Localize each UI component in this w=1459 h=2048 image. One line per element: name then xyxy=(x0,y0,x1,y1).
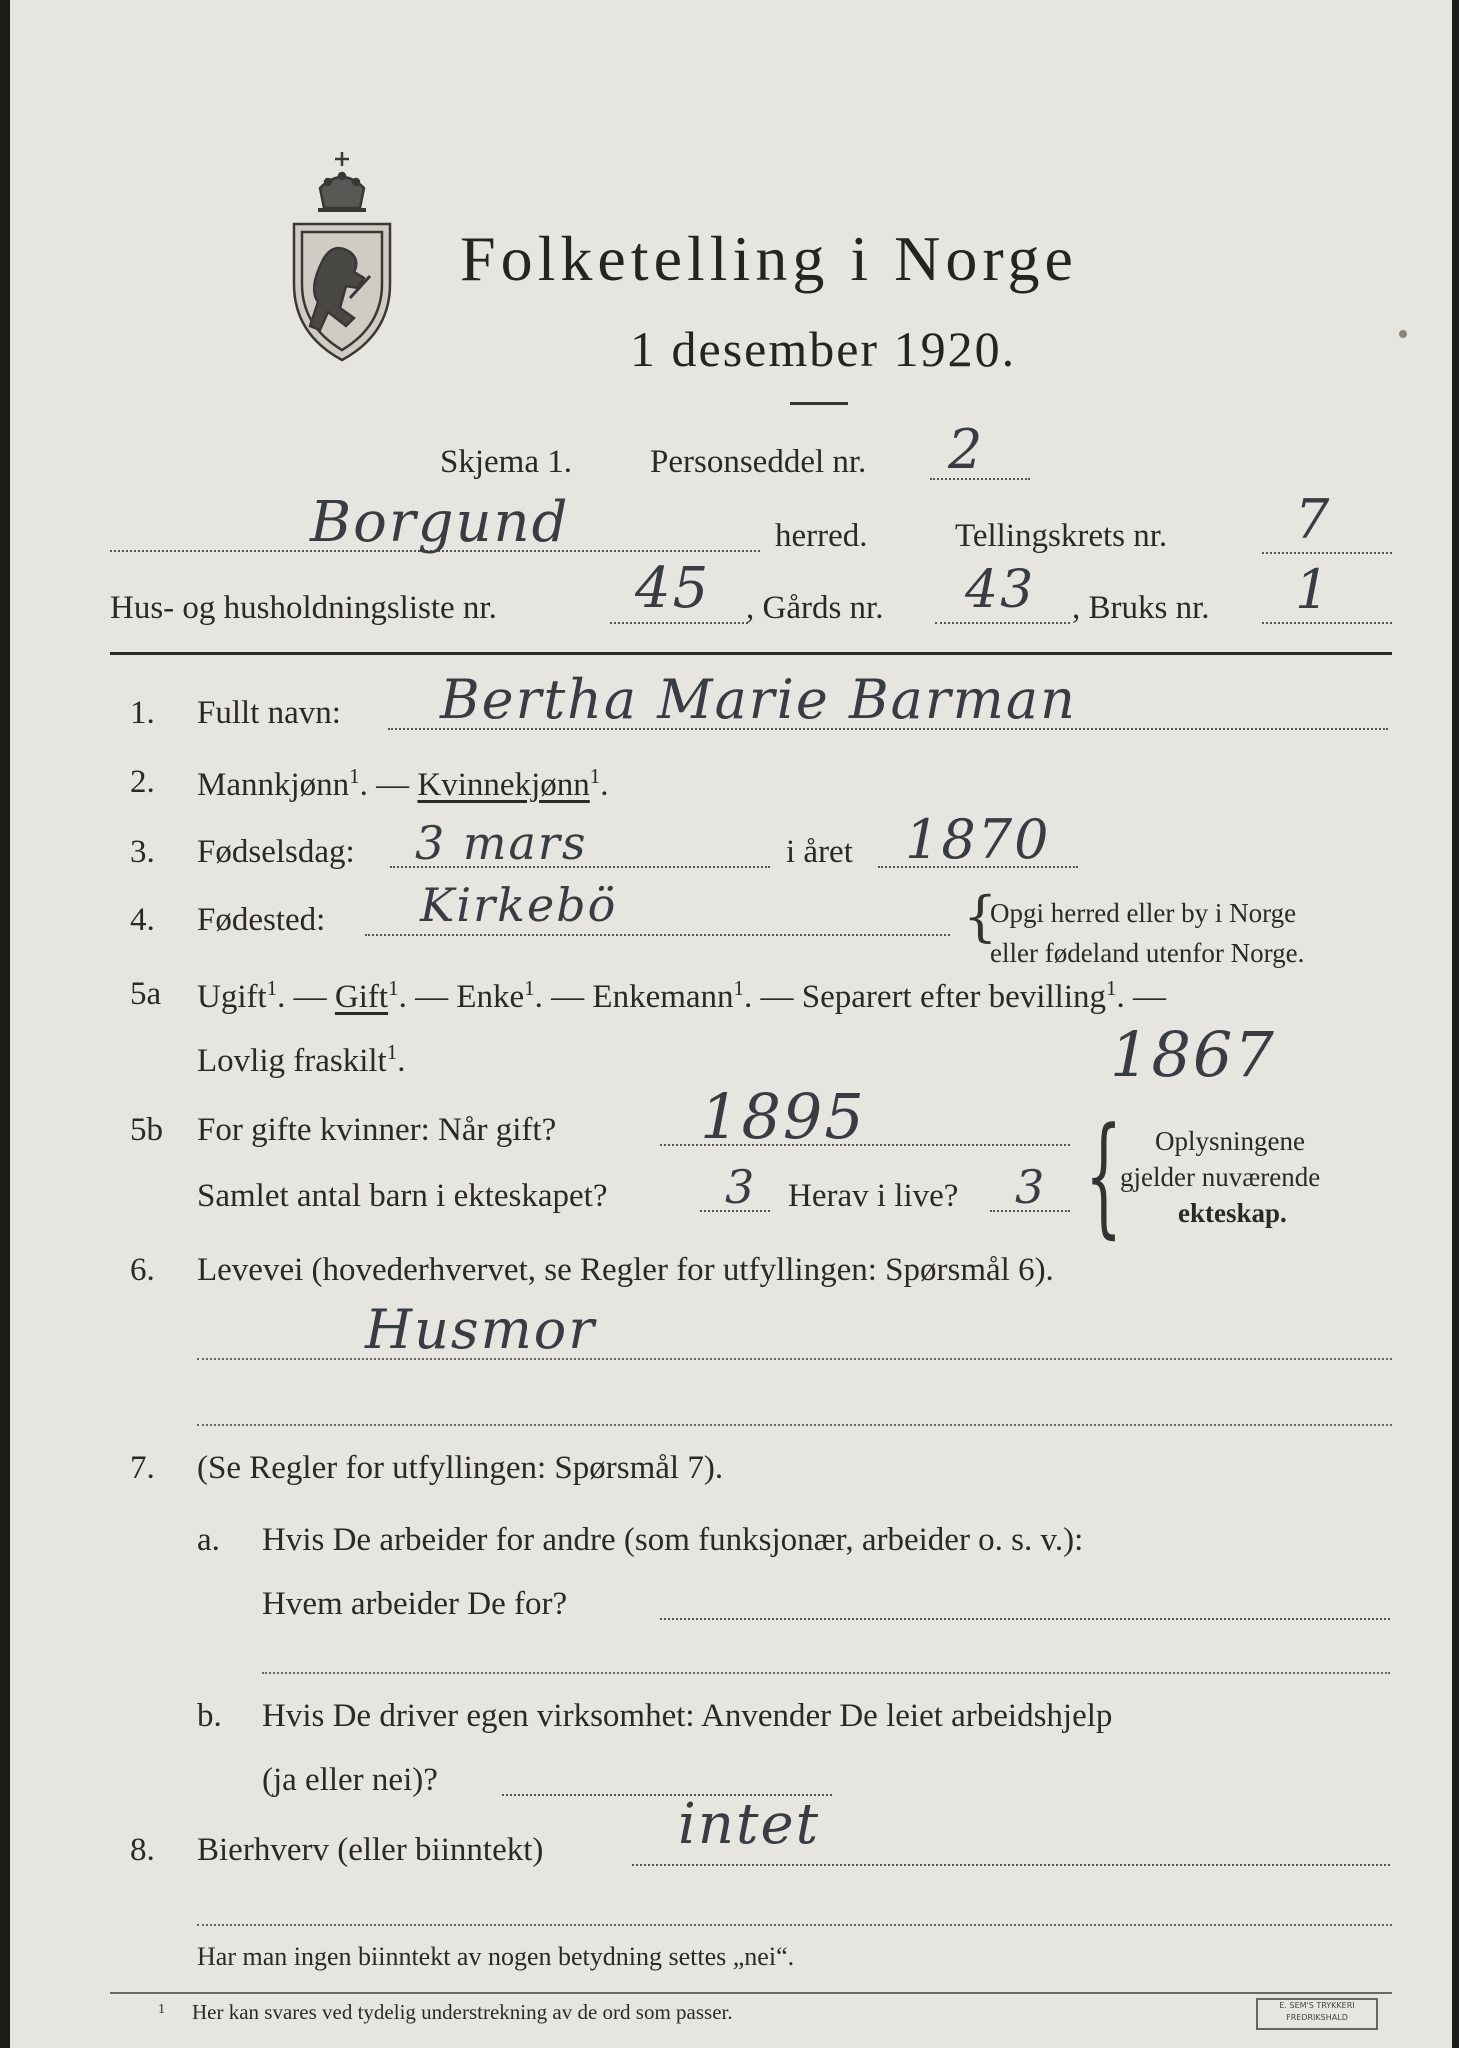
q5b-note-line3: ekteskap. xyxy=(1178,1198,1287,1228)
q7b-text: Hvis De driver egen virksomhet: Anvender De leiet arbeidshjelp xyxy=(262,1698,1113,1734)
q5a-number: 5a xyxy=(130,976,162,1012)
q5b-note-line1: Oplysningene xyxy=(1155,1126,1305,1156)
q8-label: Bierhverv (eller biinntekt) xyxy=(197,1832,544,1868)
q5a-gift: Gift xyxy=(334,979,389,1015)
q5b-alive-value: 3 xyxy=(1015,1160,1047,1214)
q3-birth-year: 1870 xyxy=(905,808,1051,871)
q4-number: 4. xyxy=(130,902,155,938)
q7b-number: b. xyxy=(197,1698,222,1734)
q3-birthday: 3 mars xyxy=(415,816,588,870)
q5b-marriage-year: 1895 xyxy=(700,1080,866,1153)
coat-of-arms-icon xyxy=(280,148,405,363)
q3-label: Fødselsdag: xyxy=(197,834,355,870)
bruks-value: 1 xyxy=(1295,558,1332,621)
q2-end: . xyxy=(600,767,609,803)
q5a-fraskilt: Lovlig fraskilt xyxy=(197,1043,387,1079)
q6-line-2 xyxy=(197,1424,1392,1426)
footnote-mark: 1 xyxy=(158,2002,165,2017)
q5b-children-label: Samlet antal barn i ekteskapet? xyxy=(197,1178,608,1214)
tellingskrets-line xyxy=(1262,552,1392,554)
q5b-number: 5b xyxy=(130,1112,163,1148)
q2-separator: . — xyxy=(359,767,410,803)
q4-line xyxy=(365,934,950,936)
schema-label: Skjema 1. xyxy=(440,444,572,480)
q7a-question: Hvem arbeider De for? xyxy=(262,1586,568,1622)
q7-number: 7. xyxy=(130,1450,155,1486)
q4-note-line1: Opgi herred eller by i Norge xyxy=(990,898,1297,928)
q5a-marital-status: Ugift$^1$. — Gift$^1$. — Enke$^1$. — Enkemann$^1$. — Separert efter bevilling$^1$. — xyxy=(197,976,1166,1015)
tellingskrets-label: Tellingskrets nr. xyxy=(955,518,1168,554)
q4-note-line2: eller fødeland utenfor Norge. xyxy=(990,938,1305,968)
q1-number: 1. xyxy=(130,695,155,731)
q2-male-option: Mannkjønn xyxy=(197,767,350,803)
q5a-ugift: Ugift xyxy=(197,979,267,1015)
q5b-note-line2: gjelder nuværende xyxy=(1120,1162,1321,1192)
q2-sex xyxy=(197,764,609,804)
title-divider xyxy=(790,402,848,405)
gards-line xyxy=(935,622,1070,624)
q6-label: Levevei (hovederhvervet, se Regler for utfyllingen: Spørsmål 6). xyxy=(197,1252,1054,1288)
q5b-alive-label: Herav i live? xyxy=(788,1178,959,1214)
q8-line xyxy=(632,1864,1390,1866)
hus-value: 45 xyxy=(635,556,711,621)
q7-label: (Se Regler for utfyllingen: Spørsmål 7). xyxy=(197,1450,724,1486)
footnote-divider xyxy=(110,1992,1392,1994)
q6-number: 6. xyxy=(130,1252,155,1288)
q1-label: Fullt navn: xyxy=(197,695,341,731)
q7a-line xyxy=(660,1618,1390,1620)
q5a-separert: Separert efter bevilling xyxy=(801,979,1106,1015)
q2-number: 2. xyxy=(130,764,155,800)
q3-year-label: i året xyxy=(786,834,853,870)
bruks-line xyxy=(1262,622,1392,624)
q5a-enkemann: Enkemann xyxy=(592,979,734,1015)
bruks-label: , Bruks nr. xyxy=(1072,590,1210,626)
footnote-text: Her kan svares ved tydelig understrekning av de ord som passer. xyxy=(192,2000,733,2024)
printer-stamp: E. SEM'S TRYKKERI FREDRIKSHALD xyxy=(1256,1998,1378,2030)
q2-male-footnote: 1 xyxy=(349,764,360,788)
census-form xyxy=(10,0,1452,2048)
personseddel-value: 2 xyxy=(948,418,985,481)
q7a-text: Hvis De arbeider for andre (som funksjonær, arbeider o. s. v.): xyxy=(262,1522,1084,1558)
header-divider xyxy=(110,652,1392,655)
q5a-enke: Enke xyxy=(456,979,525,1015)
tellingskrets-value: 7 xyxy=(1295,488,1332,551)
gards-label: , Gårds nr. xyxy=(746,590,884,626)
q4-label: Fødested: xyxy=(197,902,326,938)
personseddel-label: Personseddel nr. xyxy=(650,444,867,480)
q5b-label: For gifte kvinner: Når gift? xyxy=(197,1112,557,1148)
hus-label: Hus- og husholdningsliste nr. xyxy=(110,590,497,626)
q5b-children-value: 3 xyxy=(725,1160,757,1214)
herred-value: Borgund xyxy=(310,490,570,555)
q8-line-2 xyxy=(197,1924,1392,1926)
q5a-annotation: 1867 xyxy=(1110,1018,1276,1091)
form-title: Folketelling i Norge xyxy=(460,223,1078,294)
footer-note: Har man ingen biinntekt av nogen betydning settes „nei“. xyxy=(197,1942,795,1971)
q5a-fraskilt-row: Lovlig fraskilt$^1$. xyxy=(197,1040,406,1079)
herred-label: herred. xyxy=(775,518,868,554)
hus-line xyxy=(610,622,748,624)
q7b-question: (ja eller nei)? xyxy=(262,1762,438,1798)
paper-mark xyxy=(1399,330,1407,338)
q4-brace: { xyxy=(963,885,998,948)
gards-value: 43 xyxy=(965,560,1036,620)
census-date: 1 desember 1920. xyxy=(630,321,1017,377)
q4-birthplace: Kirkebö xyxy=(420,878,618,932)
q7a-number: a. xyxy=(197,1522,220,1558)
q8-number: 8. xyxy=(130,1832,155,1868)
q3-number: 3. xyxy=(130,834,155,870)
q6-occupation: Husmor xyxy=(365,1298,597,1361)
q2-female-footnote: 1 xyxy=(589,764,601,788)
q8-secondary-income: intet xyxy=(678,1792,821,1857)
q5b-brace: { xyxy=(1085,1099,1123,1251)
q7a-line-2 xyxy=(262,1672,1390,1674)
q2-female-option: Kvinnekjønn xyxy=(417,767,590,803)
q1-full-name: Bertha Marie Barman xyxy=(440,668,1077,731)
